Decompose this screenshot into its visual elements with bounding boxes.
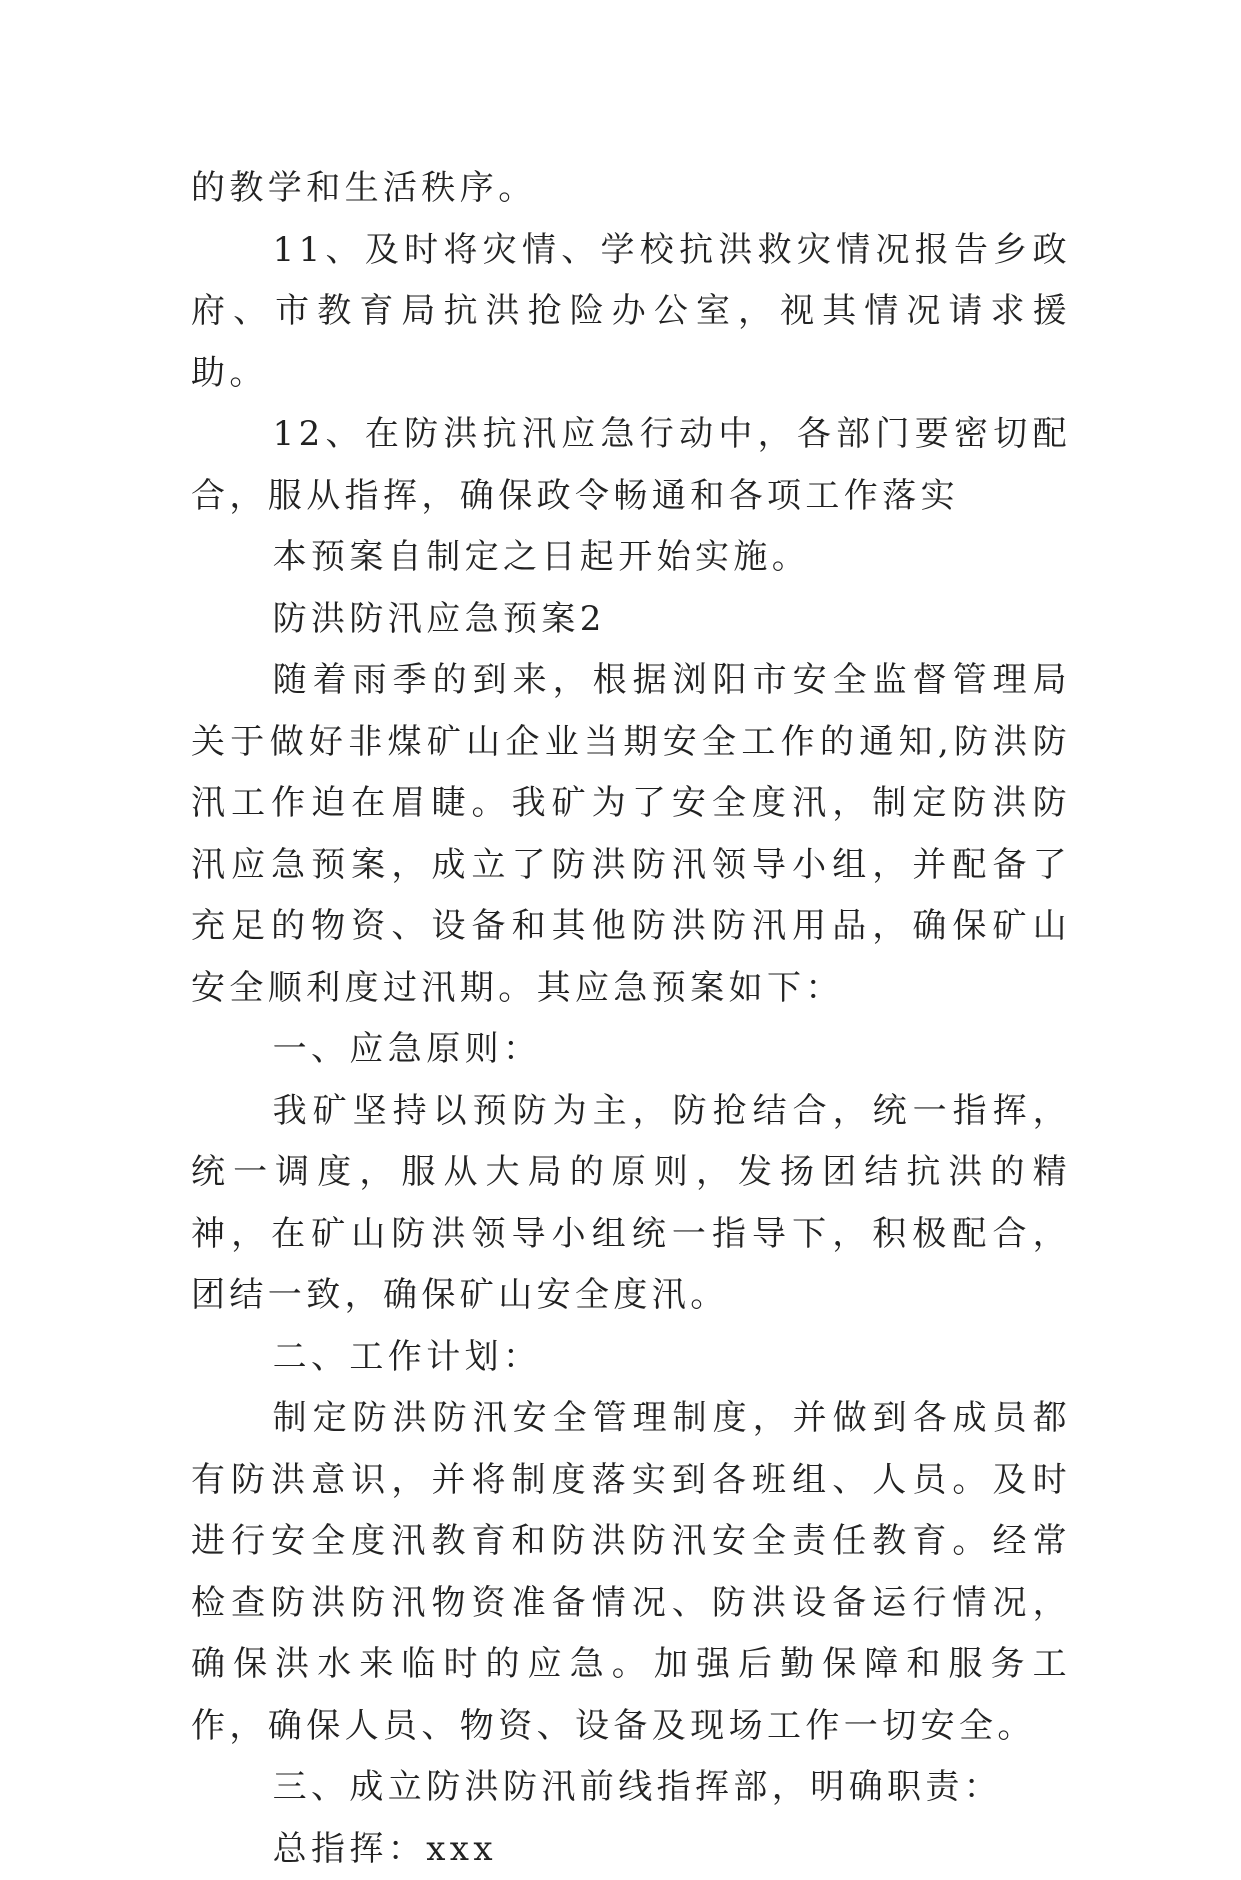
paragraph-effective-date: 本预案自制定之日起开始实施。 xyxy=(191,527,1071,589)
paragraph-work-plan: 制定防洪防汛安全管理制度，并做到各成员都有防洪意识，并将制度落实到各班组、人员。及时进行安全度汛教育和防洪防汛安全责任教育。经常检查防洪防汛物资准备情况、防洪设备运行情况，确保洪水来临时的应急。加强后勤保障和服务工作，确保人员、物资、设备及现场工作一切安全。 xyxy=(191,1388,1071,1757)
paragraph-commander: 总指挥：xxx xyxy=(191,1819,1071,1880)
paragraph-item-12: 12、在防洪抗汛应急行动中，各部门要密切配合，服从指挥，确保政令畅通和各项工作落实 xyxy=(191,404,1071,527)
paragraph-item-11: 11、及时将灾情、学校抗洪救灾情况报告乡政府、市教育局抗洪抢险办公室，视其情况请求援助。 xyxy=(191,220,1071,405)
heading-command: 三、成立防洪防汛前线指挥部，明确职责： xyxy=(191,1757,1071,1819)
heading-principles: 一、应急原则： xyxy=(191,1019,1071,1081)
document-body xyxy=(191,158,1071,1880)
heading-work-plan: 二、工作计划： xyxy=(191,1327,1071,1389)
paragraph-intro: 随着雨季的到来，根据浏阳市安全监督管理局关于做好非煤矿山企业当期安全工作的通知,防洪防汛工作迫在眉睫。我矿为了安全度汛，制定防洪防汛应急预案，成立了防洪防汛领导小组，并配备了充足的物资、设备和其他防洪防汛用品，确保矿山安全顺利度过汛期。其应急预案如下： xyxy=(191,650,1071,1019)
paragraph-continuation: 的教学和生活秩序。 xyxy=(191,158,1071,220)
paragraph-principles: 我矿坚持以预防为主，防抢结合，统一指挥，统一调度，服从大局的原则，发扬团结抗洪的精神，在矿山防洪领导小组统一指导下，积极配合，团结一致，确保矿山安全度汛。 xyxy=(191,1081,1071,1327)
section-title: 防洪防汛应急预案2 xyxy=(191,589,1071,651)
